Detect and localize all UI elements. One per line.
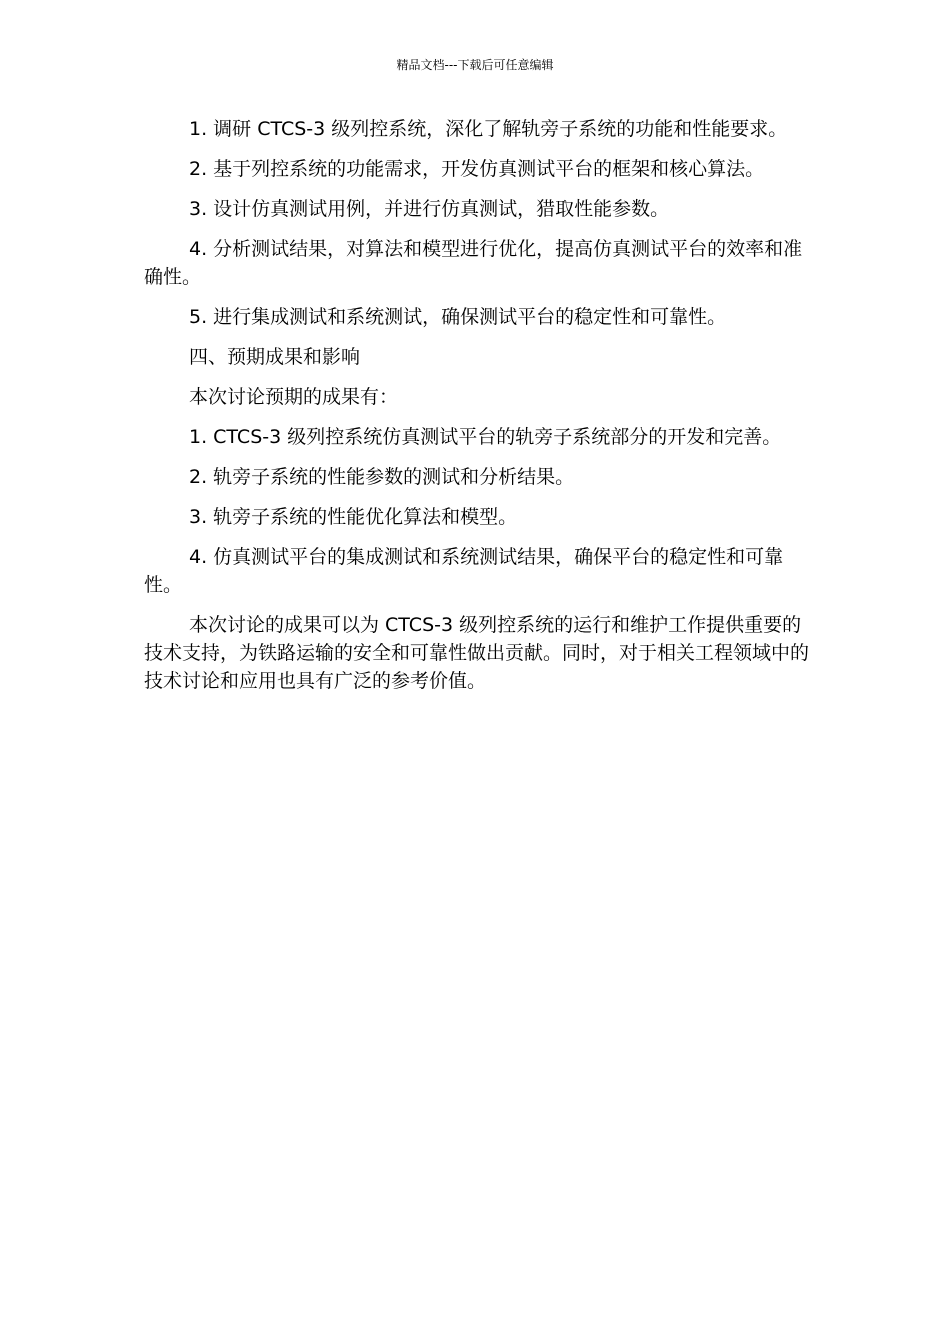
paragraph-task-1: 1. 调研 CTCS-3 级列控系统，深化了解轨旁子系统的功能和性能要求。: [189, 118, 788, 140]
paragraph-task-4: 4. 分析测试结果，对算法和模型进行优化，提高仿真测试平台的效率和准确性。: [144, 238, 803, 288]
paragraph-result-1: 1. CTCS-3 级列控系统仿真测试平台的轨旁子系统部分的开发和完善。: [189, 426, 782, 448]
section-heading-expected-results: 四、预期成果和影响: [189, 346, 361, 368]
paragraph-result-4: 4. 仿真测试平台的集成测试和系统测试结果，确保平台的稳定性和可靠性。: [144, 546, 784, 596]
paragraph-conclusion: 本次讨论的成果可以为 CTCS-3 级列控系统的运行和维护工作提供重要的技术支持，为铁路运输的安全和可靠性做出贡献。同时，对于相关工程领域中的技术讨论和应用也具有广泛的参考价值。: [144, 614, 810, 692]
paragraph-task-2: 2. 基于列控系统的功能需求，开发仿真测试平台的框架和核心算法。: [189, 158, 765, 180]
paragraph-results-intro: 本次讨论预期的成果有：: [189, 386, 399, 408]
paragraph-task-5: 5. 进行集成测试和系统测试，确保测试平台的稳定性和可靠性。: [189, 306, 727, 328]
paragraph-task-3: 3. 设计仿真测试用例，并进行仿真测试，猎取性能参数。: [189, 198, 670, 220]
paragraph-result-2: 2. 轨旁子系统的性能参数的测试和分析结果。: [189, 466, 575, 488]
page-header: 精品文档---下载后可任意编辑: [396, 58, 554, 72]
document-body: [144, 115, 810, 707]
paragraph-result-3: 3. 轨旁子系统的性能优化算法和模型。: [189, 506, 518, 528]
